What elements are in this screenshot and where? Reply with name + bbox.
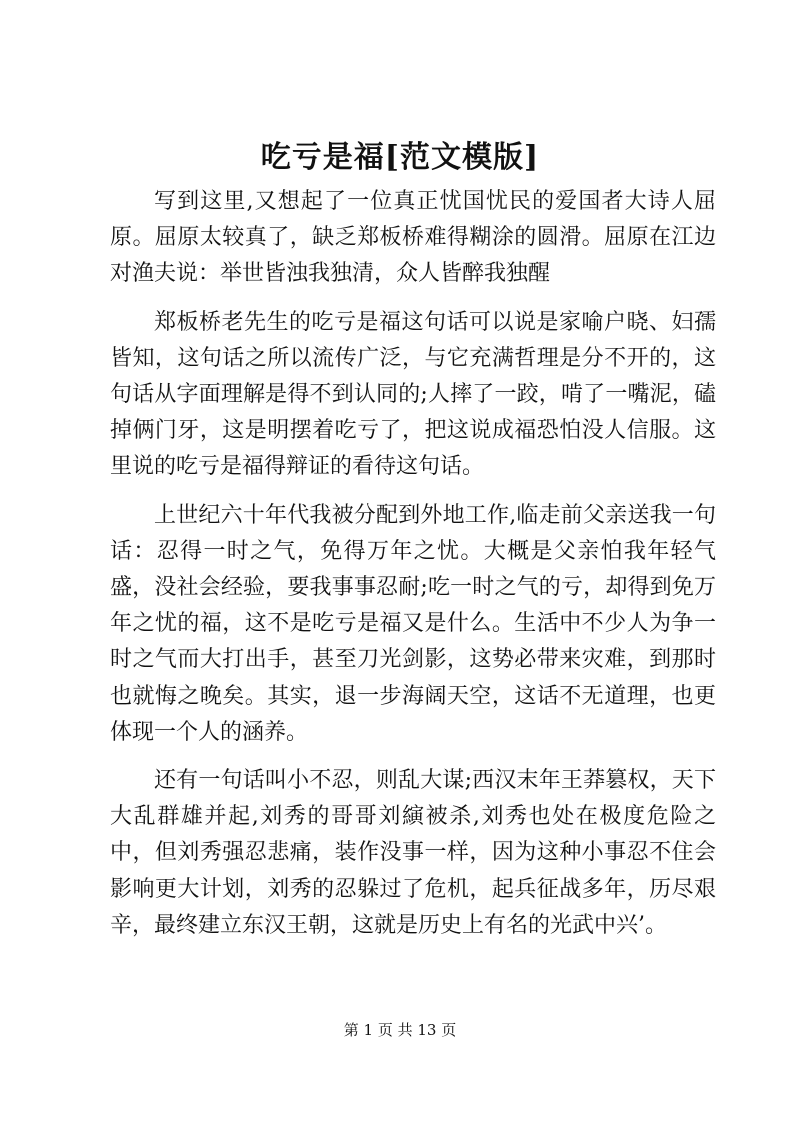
paragraph-2: 郑板桥老先生的吃亏是福这句话可以说是家喻户晓、妇孺皆知，这句话之所以流传广泛，与它充满哲理是分不开的，这句话从字面理解是得不到认同的;人摔了一跤，啃了一嘴泥，磕掉俩门牙，这是明摆着吃亏了，把这说成福恐怕没人信服。这里说的吃亏是福得辩证的看待这句话。	[110, 309, 716, 480]
document-title: 吃亏是福[范文模版]	[260, 140, 540, 175]
paragraph-3: 上世纪六十年代我被分配到外地工作,临走前父亲送我一句话：忍得一时之气，免得万年之忧。大概是父亲怕我年轻气盛，没社会经验，要我事事忍耐;吃一时之气的亏，却得到免万年之忧的福，这不是吃亏是福又是什么。生活中不少人为争一时之气而大打出手，甚至刀光剑影，这势必带来灾难，到那时也就悔之晚矣。其实，退一步海阔天空，这话不无道理，也更体现一个人的涵养。	[110, 502, 716, 745]
paragraph-4: 还有一句话叫小不忍，则乱大谋;西汉末年王莽篡权，天下大乱群雄并起,刘秀的哥哥刘縯被杀,刘秀也处在极度危险之中，但刘秀强忍悲痛，装作没事一样，因为这种小事忍不住会影响更大计划，刘秀的忍躲过了危机，起兵征战多年，历尽艰辛，最终建立东汉王朝，这就是历史上有名的光武中兴’。	[110, 768, 716, 938]
paragraph-1: 写到这里,又想起了一位真正忧国忧民的爱国者大诗人屈原。屈原太较真了，缺乏郑板桥难得糊涂的圆滑。屈原在江边对渔夫说：举世皆浊我独清，众人皆醉我独醒	[110, 189, 716, 287]
page-number-footer: 第 1 页 共 13 页	[343, 1021, 457, 1039]
document-body	[110, 184, 716, 956]
